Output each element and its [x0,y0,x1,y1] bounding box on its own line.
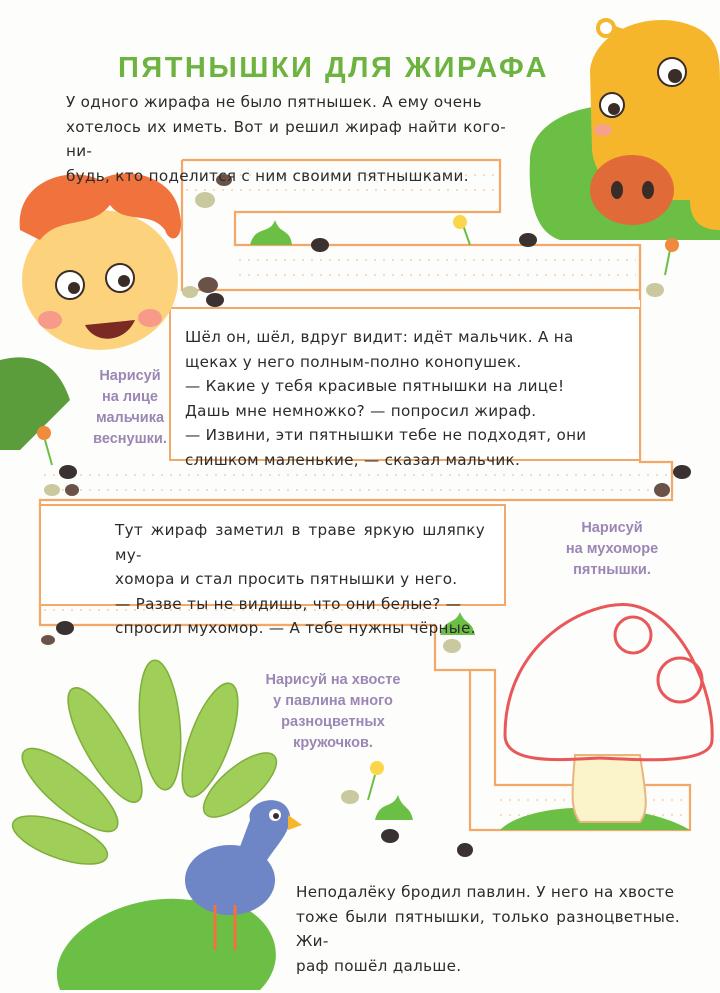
task-line: кружочков. [293,735,373,751]
task-line: Нарисуй [99,368,161,384]
task-draw-freckles [74,366,186,450]
task-line: мальчика [95,410,165,426]
mushroom-story-line: — Разве ты не видишь, что они белые? — [115,594,462,613]
boy-story-line: слишком маленькие, — сказал мальчик. [185,450,521,469]
mushroom-illustration [500,605,712,830]
intro-line: будь, кто поделится с ним своими пятнышками. [66,166,469,185]
task-line: у павлина много [273,693,393,709]
task-line: веснушки. [93,431,167,447]
task-line: Нарисуй [581,520,643,536]
intro-line: хотелось их иметь. Вот и решил жираф найти кого-ни- [66,117,506,160]
task-line: на мухоморе [565,541,659,557]
mushroom-story-line: спросил мухомор. — А тебе нужны чёрные. [115,619,476,637]
boy-story-line: — Какие у тебя красивые пятнышки на лице! [185,377,565,395]
peacock-story-line: Неподалёку бродил павлин. У него на хвосте [296,883,675,901]
boy-story-line: Шёл он, шёл, вдруг видит: идёт мальчик. А на [185,328,574,346]
mushroom-story [115,518,485,641]
boy-story-line: — Извини, эти пятнышки тебе не подходят, они [185,426,587,444]
task-draw-mushroom-spots [552,518,672,581]
boy-story-line: щеках у него полным-полно конопушек. [185,352,522,371]
boy-story [185,325,615,472]
task-line: разноцветных [281,714,385,730]
task-line: Нарисуй на хвосте [265,672,401,688]
giraffe-illustration [530,20,720,240]
intro-line: У одного жирафа не было пятнышек. А ему очень [66,93,482,111]
peacock-story-line: раф пошёл дальше. [296,956,462,975]
task-draw-peacock-circles [238,670,428,754]
page-title: ПЯТНЫШКИ ДЛЯ ЖИРАФА [118,52,549,84]
intro-paragraph [66,90,506,188]
mushroom-story-line: Тут жираф заметил в траве яркую шляпку му- [115,521,485,564]
boy-story-line: Дашь мне немножко? — попросил жираф. [185,401,537,420]
peacock-story [296,880,680,978]
task-line: пятнышки. [573,562,651,578]
mushroom-story-line: хомора и стал просить пятнышки у него. [115,570,458,588]
task-line: на лице [102,389,158,405]
peacock-story-line: тоже были пятнышки, только разноцветные. Жи- [296,907,680,950]
